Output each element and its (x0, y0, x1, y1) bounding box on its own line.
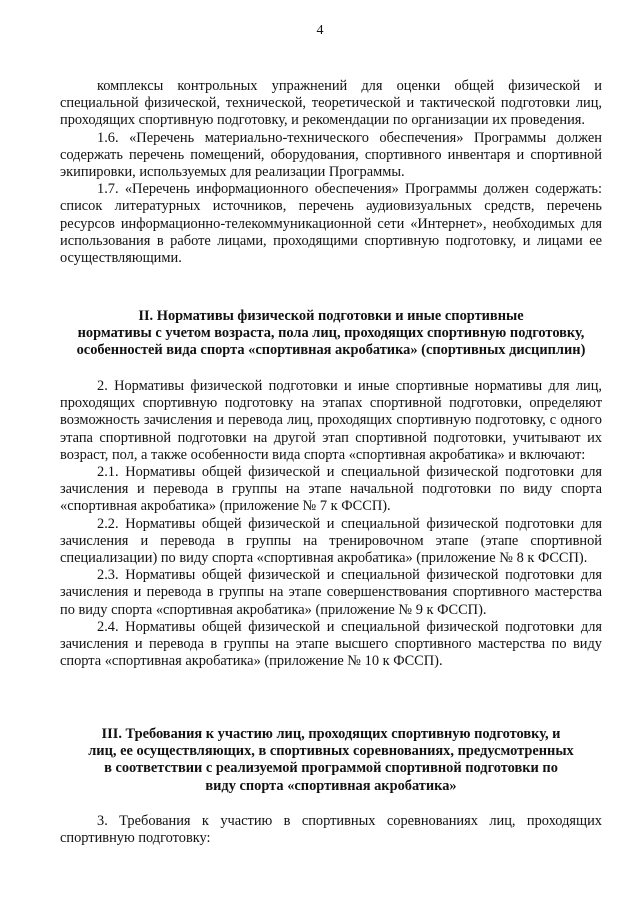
section-2-heading-line: особенностей вида спорта «спортивная акробатика» (спортивных дисциплин) (76, 342, 586, 359)
paragraph-2: 2. Нормативы физической подготовки и иные спортивные нормативы для лиц, проходящих спортивную подготовку на этапах спортивной подготовки, определяют возможность зачисления и перевода лиц, проходящих спортивную подготовку, с одного этапа спортивной подготовки на другой этап спортивной подготовки, учитывают их возраст, пол, а также особенности вида спорта «спортивная акробатика» и включают: (60, 378, 602, 463)
paragraph-intro: комплексы контрольных упражнений для оценки общей физической и специальной физической, технической, теоретической и тактической подготовки лиц, проходящих спортивную подготовку, и рекомендации по организации их проведения. (60, 78, 602, 129)
intro-block (60, 78, 602, 267)
paragraph-2-2: 2.2. Нормативы общей физической и специальной физической подготовки для зачисления и перевода в группы на тренировочном этапе (этапе спортивной специализации) по виду спорта «спортивная акробатика» (приложение № 8 к ФССП). (60, 515, 602, 567)
paragraph-1-7: 1.7. «Перечень информационного обеспечения» Программы должен содержать: список литературных источников, перечень аудиовизуальных средств, перечень ресурсов информационно-телекоммуникационной сети «Интернет», необходимых для использования в работе лицами, проходящими спортивную подготовку, и лицами ее осуществляющими. (60, 181, 602, 267)
page-number: 4 (316, 23, 324, 38)
section-3-heading-line: в соответствии с реализуемой программой спортивной подготовки по (104, 760, 558, 777)
section-2-body (60, 378, 602, 670)
paragraph-2-4: 2.4. Нормативы общей физической и специальной физической подготовки для зачисления и перевода в группы на этапе высшего спортивного мастерства по виду спорта «спортивная акробатика» (приложение № 10 к ФССП). (60, 618, 602, 670)
section-3-heading-line: виду спорта «спортивная акробатика» (205, 777, 457, 794)
section-2-heading-line: II. Нормативы физической подготовки и иные спортивные (138, 308, 524, 324)
section-2-heading (60, 308, 602, 360)
section-3-heading-line: лиц, ее осуществляющих, в спортивных соревнованиях, предусмотренных (88, 743, 574, 760)
section-3-body (60, 813, 602, 847)
paragraph-2-3: 2.3. Нормативы общей физической и специальной физической подготовки для зачисления и перевода в группы на этапе совершенствования спортивного мастерства по виду спорта «спортивная акробатика» (приложение № 9 к ФССП). (60, 567, 602, 618)
section-3-heading (60, 726, 602, 795)
section-2-heading-line: нормативы с учетом возраста, пола лиц, проходящих спортивную подготовку, (77, 325, 585, 342)
paragraph-2-1: 2.1. Нормативы общей физической и специальной физической подготовки для зачисления и перевода в группы на этапе начальной подготовки по виду спорта «спортивная акробатика» (приложение № 7 к ФССП). (60, 464, 602, 515)
paragraph-1-6: 1.6. «Перечень материально-технического обеспечения» Программы должен содержать перечень помещений, оборудования, спортивного инвентаря и спортивной экипировки, используемых для реализации Программы. (60, 129, 602, 181)
section-3-heading-line: III. Требования к участию лиц, проходящих спортивную подготовку, и (101, 726, 561, 742)
paragraph-3: 3. Требования к участию в спортивных соревнованиях лиц, проходящих спортивную подготовку: (60, 813, 602, 847)
